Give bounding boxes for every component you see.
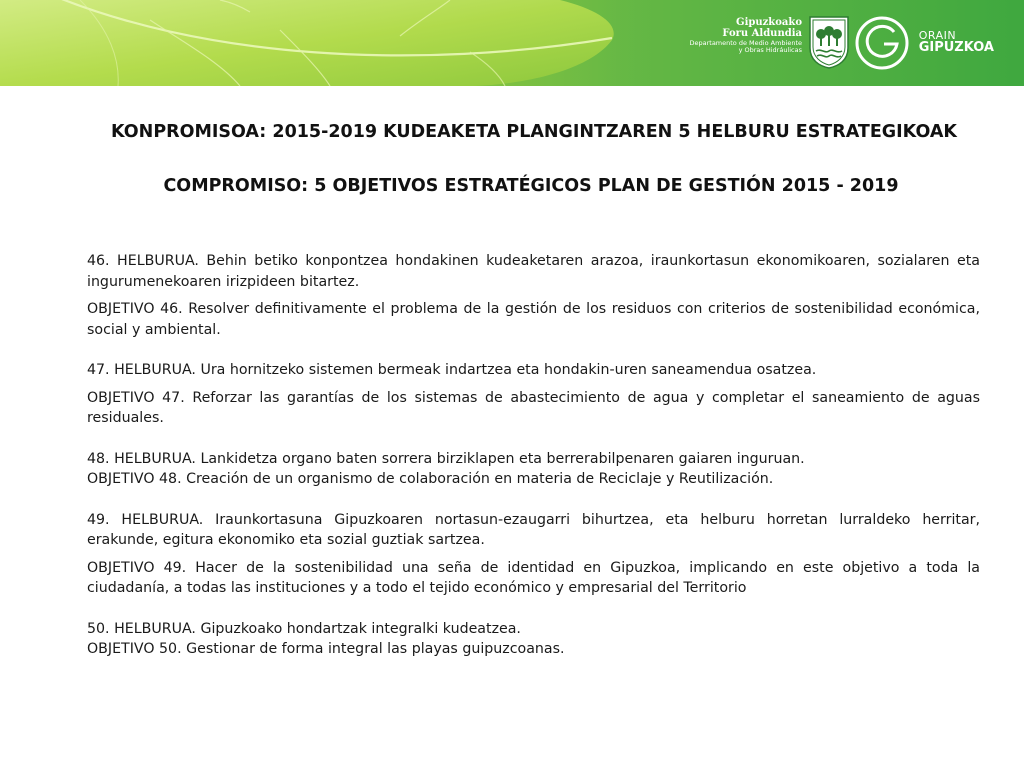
objective-48-spanish: OBJETIVO 48. Creación de un organismo de colaboración en materia de Reciclaje y Reutilización.: [87, 471, 774, 487]
objective-47-basque: 47. HELBURUA. Ura hornitzeko sistemen bermeak indartzea eta hondakin-uren saneamendua osatzea.: [87, 362, 817, 378]
header-banner: [0, 0, 1024, 86]
leaf-graphic: [0, 0, 640, 86]
orain-line1: ORAIN: [918, 29, 957, 42]
title-spanish: COMPROMISO: 5 OBJETIVOS ESTRATÉGICOS PLAN DE GESTIÓN 2015 - 2019: [163, 176, 899, 196]
coat-of-arms-icon: [807, 14, 851, 70]
objective-50-basque: 50. HELBURUA. Gipuzkoako hondartzak integralki kudeatzea.: [87, 620, 521, 637]
objective-47-spanish: OBJETIVO 47. Reforzar las garantías de los sistemas de abastecimiento de agua y completar el saneamiento de aguas residuales.: [87, 389, 980, 426]
objectives-list: [87, 251, 980, 660]
objective-46-basque: 46. HELBURUA. Behin betiko konpontzea hondakinen kudeaketaren arazoa, iraunkortasun ekonomikoaren, sozialaren eta ingurumenekoaren irizpideen bitartez.: [87, 253, 980, 290]
objective-46-spanish: OBJETIVO 46. Resolver definitivamente el problema de la gestión de los residuos con criterios de sostenibilidad económica, social y ambiental.: [87, 301, 980, 338]
objective-48-basque: 48. HELBURUA. Lankidetza organo baten sorrera birziklapen eta berrerabilpenaren gaiaren inguruan.: [87, 450, 805, 467]
objective-49-spanish: OBJETIVO 49. Hacer de la sostenibilidad una seña de identidad en Gipuzkoa, implicando en este objetivo a toda la ciudadanía, a todas las instituciones y a todo el tejido económico y empresarial del Territorio: [87, 559, 980, 596]
dept-sub-line2: y Obras Hidráulicas: [738, 45, 802, 54]
dept-name-line1: Gipuzkoako: [736, 17, 802, 28]
dept-name-line2: Foru Aldundia: [722, 27, 802, 39]
orain-line2: GIPUZKOA: [918, 40, 994, 55]
department-label: [689, 18, 802, 54]
orain-g-logo-icon: [854, 14, 914, 74]
logo-group: [684, 0, 1024, 86]
dept-sub-line1: Departamento de Medio Ambiente: [689, 39, 802, 47]
objective-50-spanish: OBJETIVO 50. Gestionar de forma integral las playas guipuzcoanas.: [87, 641, 565, 657]
orain-wordmark: [919, 30, 994, 54]
title-basque: KONPROMISOA: 2015-2019 KUDEAKETA PLANGINTZAREN 5 HELBURU ESTRATEGIKOAK: [111, 122, 957, 142]
objective-49-basque: 49. HELBURUA. Iraunkortasuna Gipuzkoaren nortasun-ezaugarri bihurtzea, eta helburu horretan lurraldeko herritar, erakunde, egitura ekonomiko eta sozial guztiak sartzea.: [87, 511, 980, 548]
